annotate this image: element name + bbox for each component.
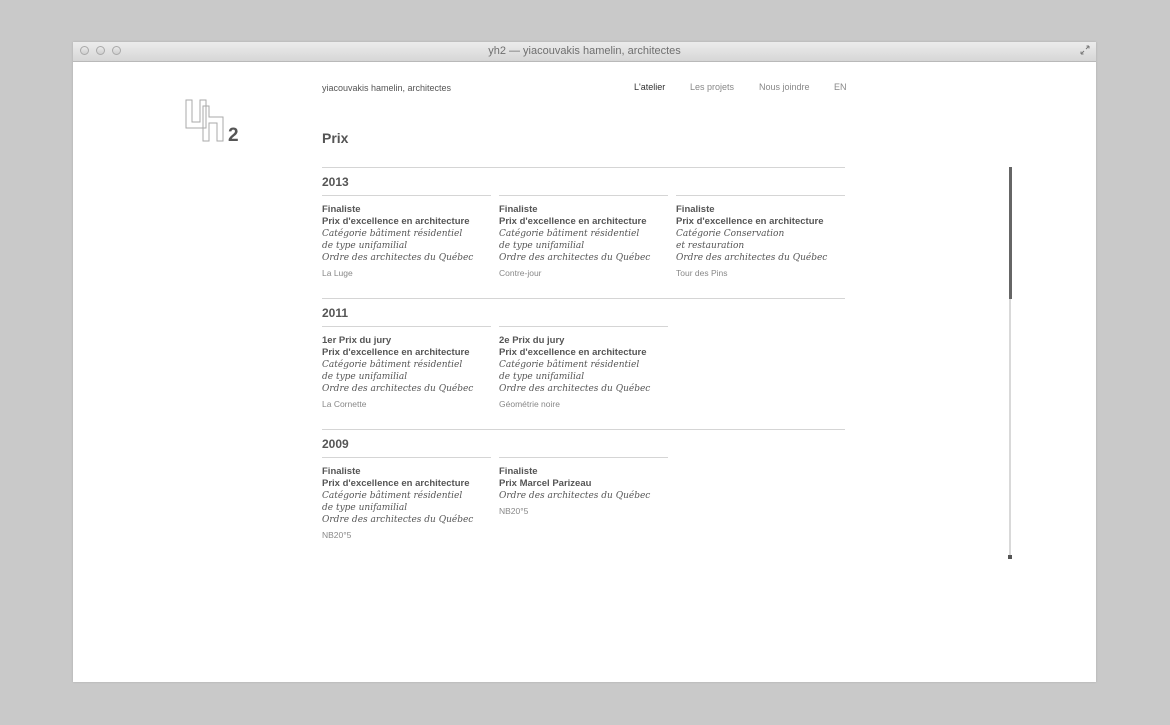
award-title: Finaliste: [676, 204, 715, 215]
award-item: [676, 195, 845, 279]
award-prize: Prix d'excellence en architecture: [676, 216, 824, 227]
page-title: Prix: [322, 130, 349, 146]
award-category: Catégorie bâtiment résidentiel: [499, 229, 640, 239]
award-organization: Ordre des architectes du Québec: [322, 384, 474, 394]
title-bar: [73, 42, 1096, 62]
award-title: Finaliste: [499, 204, 538, 215]
nav-language-en[interactable]: EN: [834, 82, 847, 92]
window-title: yh2 — yiacouvakis hamelin, architectes: [488, 45, 681, 57]
award-prize: Prix d'excellence en architecture: [322, 478, 470, 489]
award-item: [499, 457, 668, 517]
year-section-2011: [322, 298, 845, 409]
award-category: de type unifamilial: [322, 503, 408, 513]
award-category: Catégorie bâtiment résidentiel: [322, 360, 463, 370]
scrollbar-thumb[interactable]: [1009, 167, 1012, 299]
logo-number: 2: [228, 125, 239, 145]
year-heading: 2009: [322, 437, 349, 451]
scrollbar-track[interactable]: [1009, 167, 1011, 557]
award-category: de type unifamilial: [322, 241, 408, 251]
scrollbar-end-marker: [1008, 555, 1012, 559]
award-prize: Prix Marcel Parizeau: [499, 478, 592, 489]
award-prize: Prix d'excellence en architecture: [322, 347, 470, 358]
award-organization: Ordre des architectes du Québec: [499, 491, 651, 501]
fullscreen-icon[interactable]: [1080, 45, 1090, 55]
award-item: [322, 195, 491, 279]
award-prize: Prix d'excellence en architecture: [322, 216, 470, 227]
award-item: [499, 326, 668, 410]
award-category: Catégorie bâtiment résidentiel: [322, 229, 463, 239]
award-title: 2e Prix du jury: [499, 335, 565, 346]
year-heading: 2011: [322, 306, 349, 320]
award-organization: Ordre des architectes du Québec: [322, 253, 474, 263]
award-category: Catégorie bâtiment résidentiel: [499, 360, 640, 370]
year-heading: 2013: [322, 175, 349, 189]
award-title: Finaliste: [322, 466, 361, 477]
award-project-link[interactable]: NB20°5: [322, 530, 352, 540]
award-prize: Prix d'excellence en architecture: [499, 216, 647, 227]
nav-nous-joindre[interactable]: Nous joindre: [759, 82, 810, 92]
award-category: de type unifamilial: [499, 372, 585, 382]
award-title: Finaliste: [499, 466, 538, 477]
award-category: de type unifamilial: [499, 241, 585, 251]
award-category: Catégorie bâtiment résidentiel: [322, 491, 463, 501]
award-project-link[interactable]: La Cornette: [322, 399, 367, 409]
award-category: Catégorie Conservation: [676, 229, 785, 239]
award-category: de type unifamilial: [322, 372, 408, 382]
award-organization: Ordre des architectes du Québec: [499, 384, 651, 394]
award-organization: Ordre des architectes du Québec: [322, 515, 474, 525]
nav-les-projets[interactable]: Les projets: [690, 82, 735, 92]
award-project-link[interactable]: Géométrie noire: [499, 399, 560, 409]
browser-window: [73, 42, 1096, 682]
award-item: [322, 326, 491, 410]
award-item: [322, 457, 491, 541]
award-prize: Prix d'excellence en architecture: [499, 347, 647, 358]
award-organization: Ordre des architectes du Québec: [676, 253, 828, 263]
award-organization: Ordre des architectes du Québec: [499, 253, 651, 263]
award-title: Finaliste: [322, 204, 361, 215]
logo[interactable]: [183, 97, 245, 145]
award-project-link[interactable]: Tour des Pins: [676, 268, 728, 278]
award-category: et restauration: [676, 241, 745, 251]
award-title: 1er Prix du jury: [322, 335, 392, 346]
site-name[interactable]: yiacouvakis hamelin, architectes: [322, 83, 452, 93]
award-project-link[interactable]: La Luge: [322, 268, 353, 278]
nav-latelier[interactable]: L'atelier: [634, 82, 666, 92]
award-project-link[interactable]: Contre-jour: [499, 268, 542, 278]
award-project-link[interactable]: NB20°5: [499, 506, 529, 516]
year-section-2009: [322, 429, 845, 540]
year-section-2013: [322, 167, 845, 278]
award-item: [499, 195, 668, 279]
